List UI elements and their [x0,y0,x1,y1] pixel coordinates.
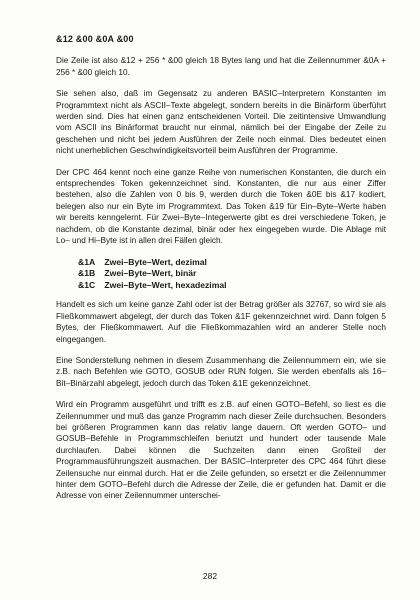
token-list-item [78,268,386,280]
paragraph-line-length: Die Zeile ist also &12 + 256 * &00 gleich 18 Bytes lang und hat die Zeilennummer &0A + 256 * &00 gleich 10. [56,56,386,77]
token-description: Zwei–Byte–Wert, hexadezimal [104,279,227,290]
token-code: &1B [78,268,96,279]
paragraph-goto-search: Wird ein Programm ausgeführt und trifft es z.B. auf einen GOTO–Befehl, so liest es die Zeilennummer und muß das ganze Programm nach dieser Zeile durchsuchen. Besonders bei größeren Programmen kann das relativ lange dauern. Oft werden GOTO– und GOSUB–Befehle in Programmschleifen benutzt und hundert oder tausende Male durchlaufen. Dabei können die Suchzeiten dann einen Großteil der Programmausführungszeit ausmachen. Der BASIC–Interpreter des CPC 464 führt diese Zeilensuche nur einmal durch. Hat er die Zeile gefunden, so ersetzt er die Zeilennummer hinter dem GOTO–Befehl durch die Adresse der Zeile, die er gefunden hat. Damit er die Adresse von einer Zeilennummer unterschei- [56,400,386,501]
page-number: 282 [202,571,218,581]
paragraph-float-values: Handelt es sich um keine ganze Zahl oder ist der Betrag größer als 32767, so wird sie als Fließkommawert abgelegt, der durch das Token &1F gekennzeichnet wird. Dann folgen 5 Bytes, der Fließkommawert. Auf die Fließkommazahlen wird an anderer Stelle noch eingegangen. [56,300,386,344]
token-description: Zwei–Byte–Wert, dezimal [104,256,207,267]
token-list-item [78,280,386,292]
token-list-item [78,257,386,269]
token-list [56,257,386,292]
paragraph-constants-binary: Sie sehen also, daß im Gegensatz zu anderen BASIC–Interpretern Konstanten im Programmtext nicht als ASCII–Texte abgelegt, sondern bereits in die Binärform überführt werden sind. Dies hat einen ganz entscheidenen Vorteil. Die zeitintensive Umwandlung vom ASCII ins Binärformat braucht nur einmal, nämlich bei der Eingabe der Zeile zu geschehen und nicht bei jedem Ausführen der Zeile noch einmal. Dies bedeutet einen nicht unerheblichen Geschwindigkeitsvorteil beim Ausführen der Programme. [56,89,386,156]
token-description: Zwei–Byte–Wert, binär [104,268,197,279]
token-code: &1C [78,279,96,290]
token-code: &1A [78,256,96,267]
paragraph-line-numbers: Eine Sonderstellung nehmen in diesem Zusammenhang die Zeilennummern ein, wie sie z.B. nach Befehlen wie GOTO, GOSUB oder RUN folgen. Sie werden ebenfalls als 16–Bit–Binärzahl abgelegt, jedoch durch das Token &1E gekennzeichnet. [56,355,386,388]
paragraph-numeric-tokens: Der CPC 464 kennt noch eine ganze Reihe von numerischen Konstanten, die durch ein entsprechendes Token gekennzeichnet sind. Konstanten, die nur aus einer Ziffer bestehen, also die Zahlen von 0 bis 9, werden durch die Token &0E bis &17 kodiert, belegen also nur ein Byte im Programmtext. Das Token &19 für Ein–Byte–Werte haben wir bereits kenngelernt. Für Zwei–Byte–Integerwerte gibt es drei verschiedene Token, je nachdem, ob die Konstante dezimal, binär oder hex eingegeben wurde. Die Ablage mit Lo– und Hi–Byte ist in allen drei Fällen gleich. [56,167,386,246]
page-body [56,34,386,512]
byte-sequence-heading: &12 &00 &0A &00 [56,34,134,44]
